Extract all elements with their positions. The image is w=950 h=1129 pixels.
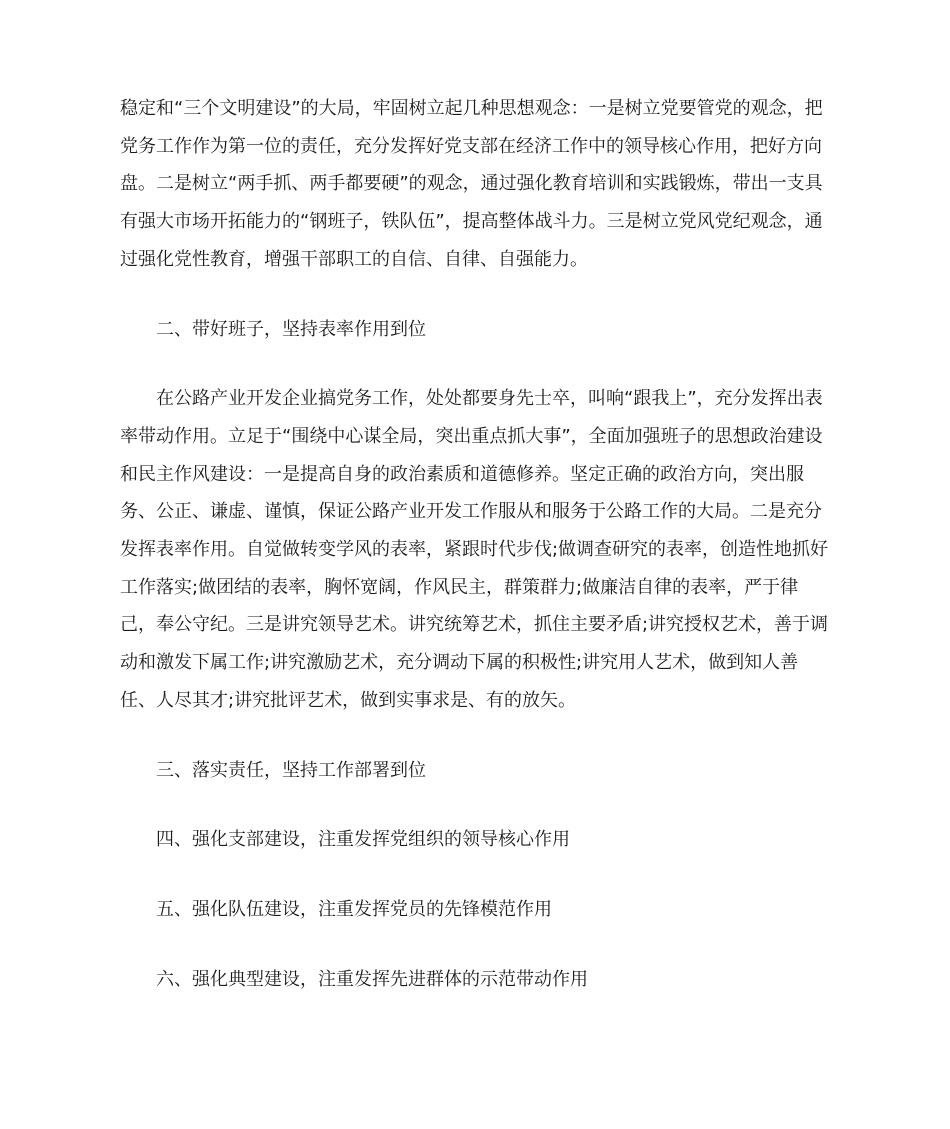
- paragraph-leadership: 在公路产业开发企业搞党务工作，处处都要身先士卒，叫响“跟我上”，充分发挥出表率带动作用。立足于“围绕中心谋全局，突出重点抓大事”，全面加强班子的思想政治建设和民主作风建设：一是提高自身的政治素质和道德修养。坚定正确的政治方向，突出服务、公正、谦虚、谨慎，保证公路产业开发工作服从和服务于公路工作的大局。二是充分发挥表率作用。自觉做转变学风的表率，紧跟时代步伐;做调查研究的表率，创造性地抓好工作落实;做团结的表率，胸怀宽阔，作风民主，群策群力;做廉洁自律的表率，严于律己，奉公守纪。三是讲究领导艺术。讲究统筹艺术，抓住主要矛盾;讲究授权艺术，善于调动和激发下属工作;讲究激励艺术，充分调动下属的积极性;讲究用人艺术，做到知人善任、人尽其才;讲究批评艺术，做到实事求是、有的放矢。: [120, 388, 829, 711]
- section-heading-2: 二、带好班子，坚持表率作用到位: [156, 318, 426, 340]
- section-heading-5: 五、强化队伍建设，注重发挥党员的先锋模范作用: [156, 898, 552, 920]
- section-heading-3: 三、落实责任，坚持工作部署到位: [156, 759, 426, 781]
- paragraph-ideology: 稳定和“三个文明建设”的大局，牢固树立起几种思想观念：一是树立党要管党的观念，把党务工作作为第一位的责任，充分发挥好党支部在经济工作中的领导核心作用，把好方向盘。二是树立“两手抓、两手都要硬”的观念，通过强化教育培训和实践锻炼，带出一支具有强大市场开拓能力的“钢班子，铁队伍”，提高整体战斗力。三是树立党风党纪观念，通过强化党性教育，增强干部职工的自信、自律、自强能力。: [120, 98, 823, 270]
- document-body: [120, 90, 832, 998]
- section-heading-4: 四、强化支部建设，注重发挥党组织的领导核心作用: [156, 829, 570, 851]
- section-heading-6: 六、强化典型建设，注重发挥先进群体的示范带动作用: [156, 968, 588, 990]
